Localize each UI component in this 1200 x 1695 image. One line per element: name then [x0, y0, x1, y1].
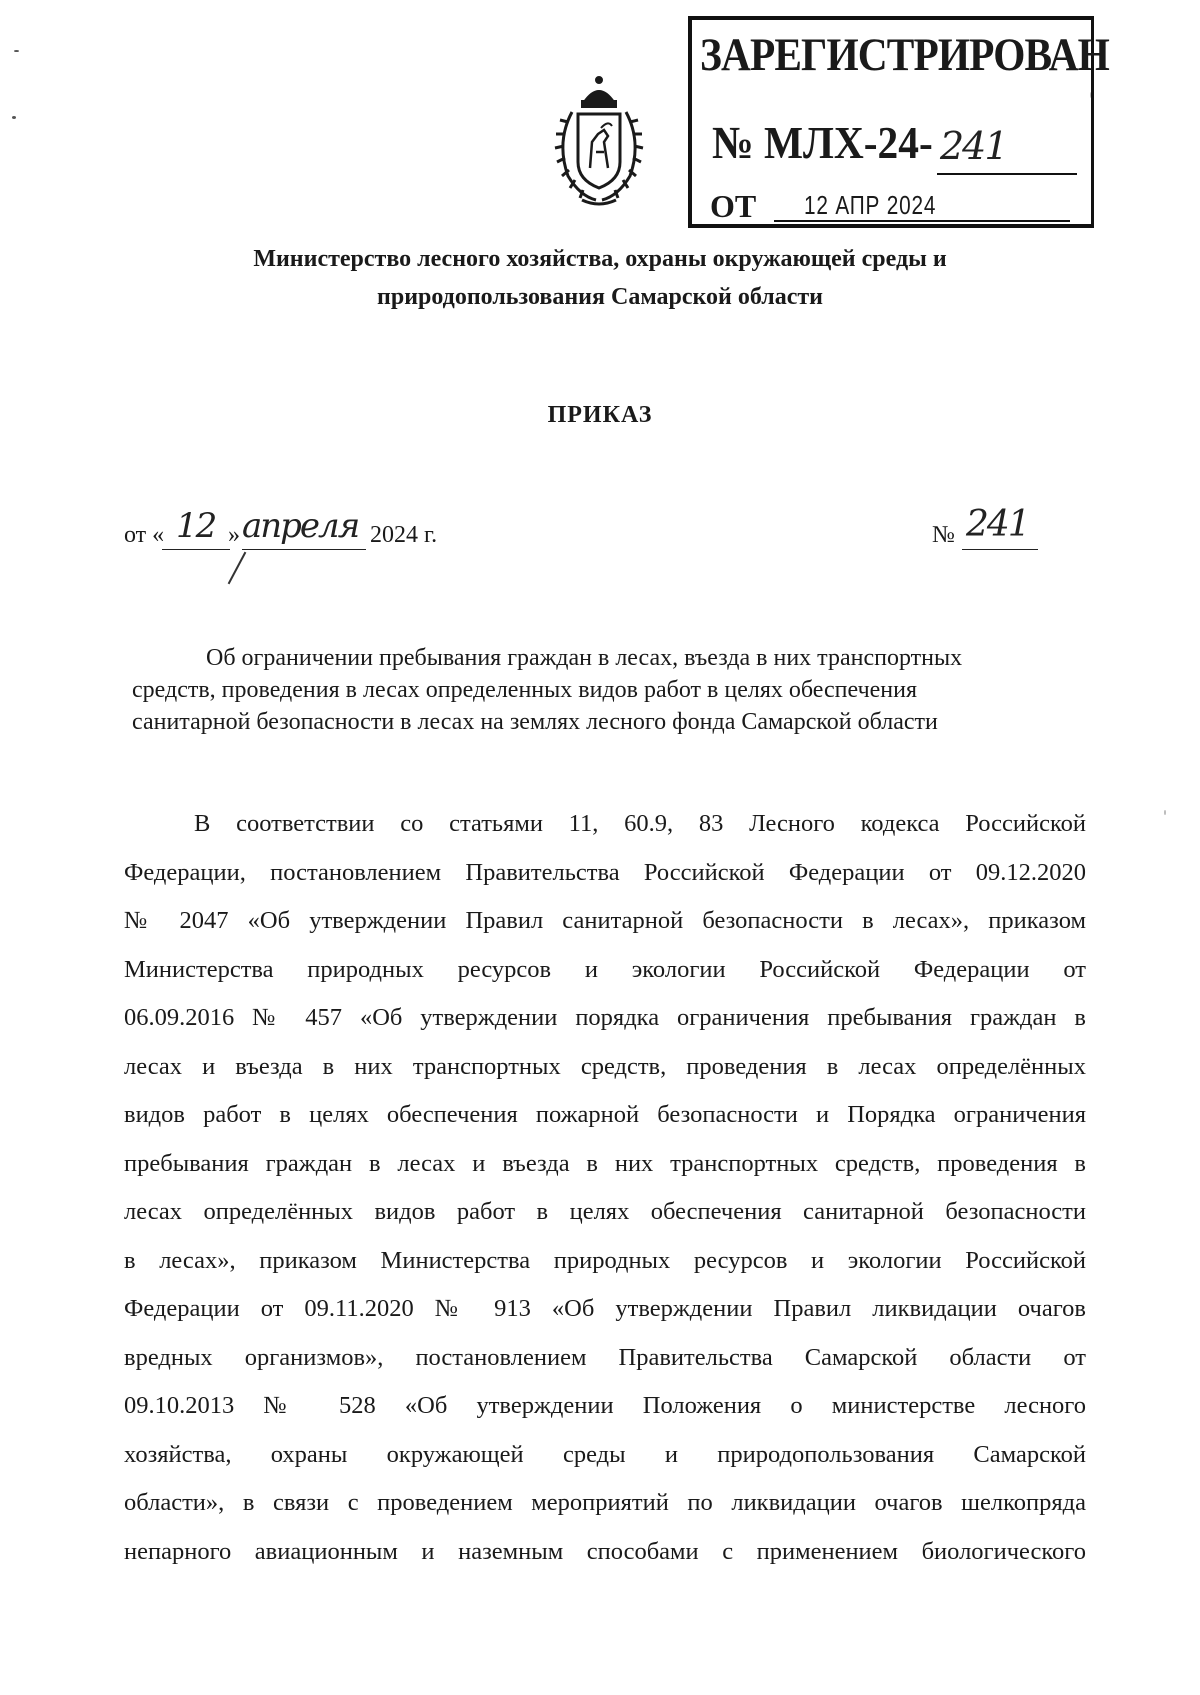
body-line: хозяйства, охраны окружающей среды и природопользования Самарской: [124, 1440, 1086, 1468]
body-line: лесах и въезда в них транспортных средств, проведения в лесах определённых: [124, 1052, 1086, 1080]
date-day-handwritten: 12: [176, 506, 216, 546]
order-number-handwritten: 241: [966, 504, 1029, 545]
body-line: непарного авиационным и наземным способами с применением биологического: [124, 1537, 1086, 1565]
body-line: вредных организмов», постановлением Правительства Самарской области от: [124, 1343, 1086, 1371]
order-title: ПРИКАЗ: [547, 402, 653, 428]
coat-of-arms-emblem: [538, 72, 660, 212]
date-day-close-quote: »: [228, 522, 240, 548]
stamp-date-underline: [774, 220, 1070, 222]
body-line: В соответствии со статьями 11, 60.9, 83 Лесного кодекса Российской: [194, 810, 1086, 837]
stamp-number-underline: [937, 173, 1077, 175]
stamp-number-handwritten: 241: [940, 124, 1007, 168]
body-line: Федерации от 09.11.2020 № 913 «Об утверждении Правил ликвидации очагов: [124, 1295, 1086, 1322]
order-date-number-row: [124, 504, 1084, 572]
ministry-name: [100, 240, 1100, 316]
order-body: [124, 800, 1086, 1576]
stamp-number-label: № МЛХ-24-: [712, 117, 933, 168]
date-month-handwritten: апреля: [242, 506, 359, 546]
order-subject: [128, 642, 1088, 738]
stamp-date: 12 АПР 2024: [804, 190, 937, 220]
body-line: области», в связи с проведением мероприятий по ликвидации очагов шелкопряда: [124, 1489, 1086, 1516]
body-line: видов работ в целях обеспечения пожарной безопасности и Порядка ограничения: [124, 1101, 1086, 1128]
scan-speck: [14, 50, 19, 52]
subject-line: Об ограничении пребывания граждан в лесах, въезда в них транспортных: [206, 645, 963, 671]
ministry-name-line: Министерство лесного хозяйства, охраны окружающей среды и: [253, 246, 947, 272]
date-month-underline: [242, 549, 366, 550]
subject-line: санитарной безопасности в лесах на землях лесного фонда Самарской области: [132, 709, 938, 735]
order-number-underline: [962, 549, 1038, 550]
scan-speck: [12, 116, 16, 119]
ministry-name-line: природопользования Самарской области: [377, 284, 823, 310]
body-line: лесах определённых видов работ в целях обеспечения санитарной безопасности: [124, 1198, 1086, 1225]
date-day-underline: [162, 549, 230, 550]
body-line: 06.09.2016 № 457 «Об утверждении порядка ограничения пребывания граждан в: [124, 1004, 1086, 1031]
body-line: Министерства природных ресурсов и экологии Российской Федерации от: [124, 955, 1086, 983]
order-number-label: №: [932, 522, 955, 548]
registration-stamp: [688, 16, 1109, 228]
subject-line: средств, проведения в лесах определенных видов работ в целях обеспечения: [132, 677, 918, 703]
body-line: в лесах», приказом Министерства природных ресурсов и экологии Российской: [124, 1246, 1086, 1274]
date-prefix: от «: [124, 522, 165, 548]
date-year: 2024 г.: [370, 522, 438, 548]
pen-stroke: [228, 552, 247, 585]
body-line: Федерации, постановлением Правительства Российской Федерации от 09.12.2020: [124, 858, 1086, 886]
stamp-from-label: ОТ: [710, 188, 757, 224]
body-line: 09.10.2013 № 528 «Об утверждении Положения о министерстве лесного: [124, 1392, 1086, 1419]
body-line: № 2047 «Об утверждении Правил санитарной безопасности в лесах», приказом: [124, 907, 1086, 934]
body-line: пребывания граждан в лесах и въезда в них транспортных средств, проведения в: [124, 1149, 1086, 1177]
scan-speck: [1164, 810, 1166, 815]
stamp-title: ЗАРЕГИСТРИРОВАН: [700, 29, 1109, 81]
